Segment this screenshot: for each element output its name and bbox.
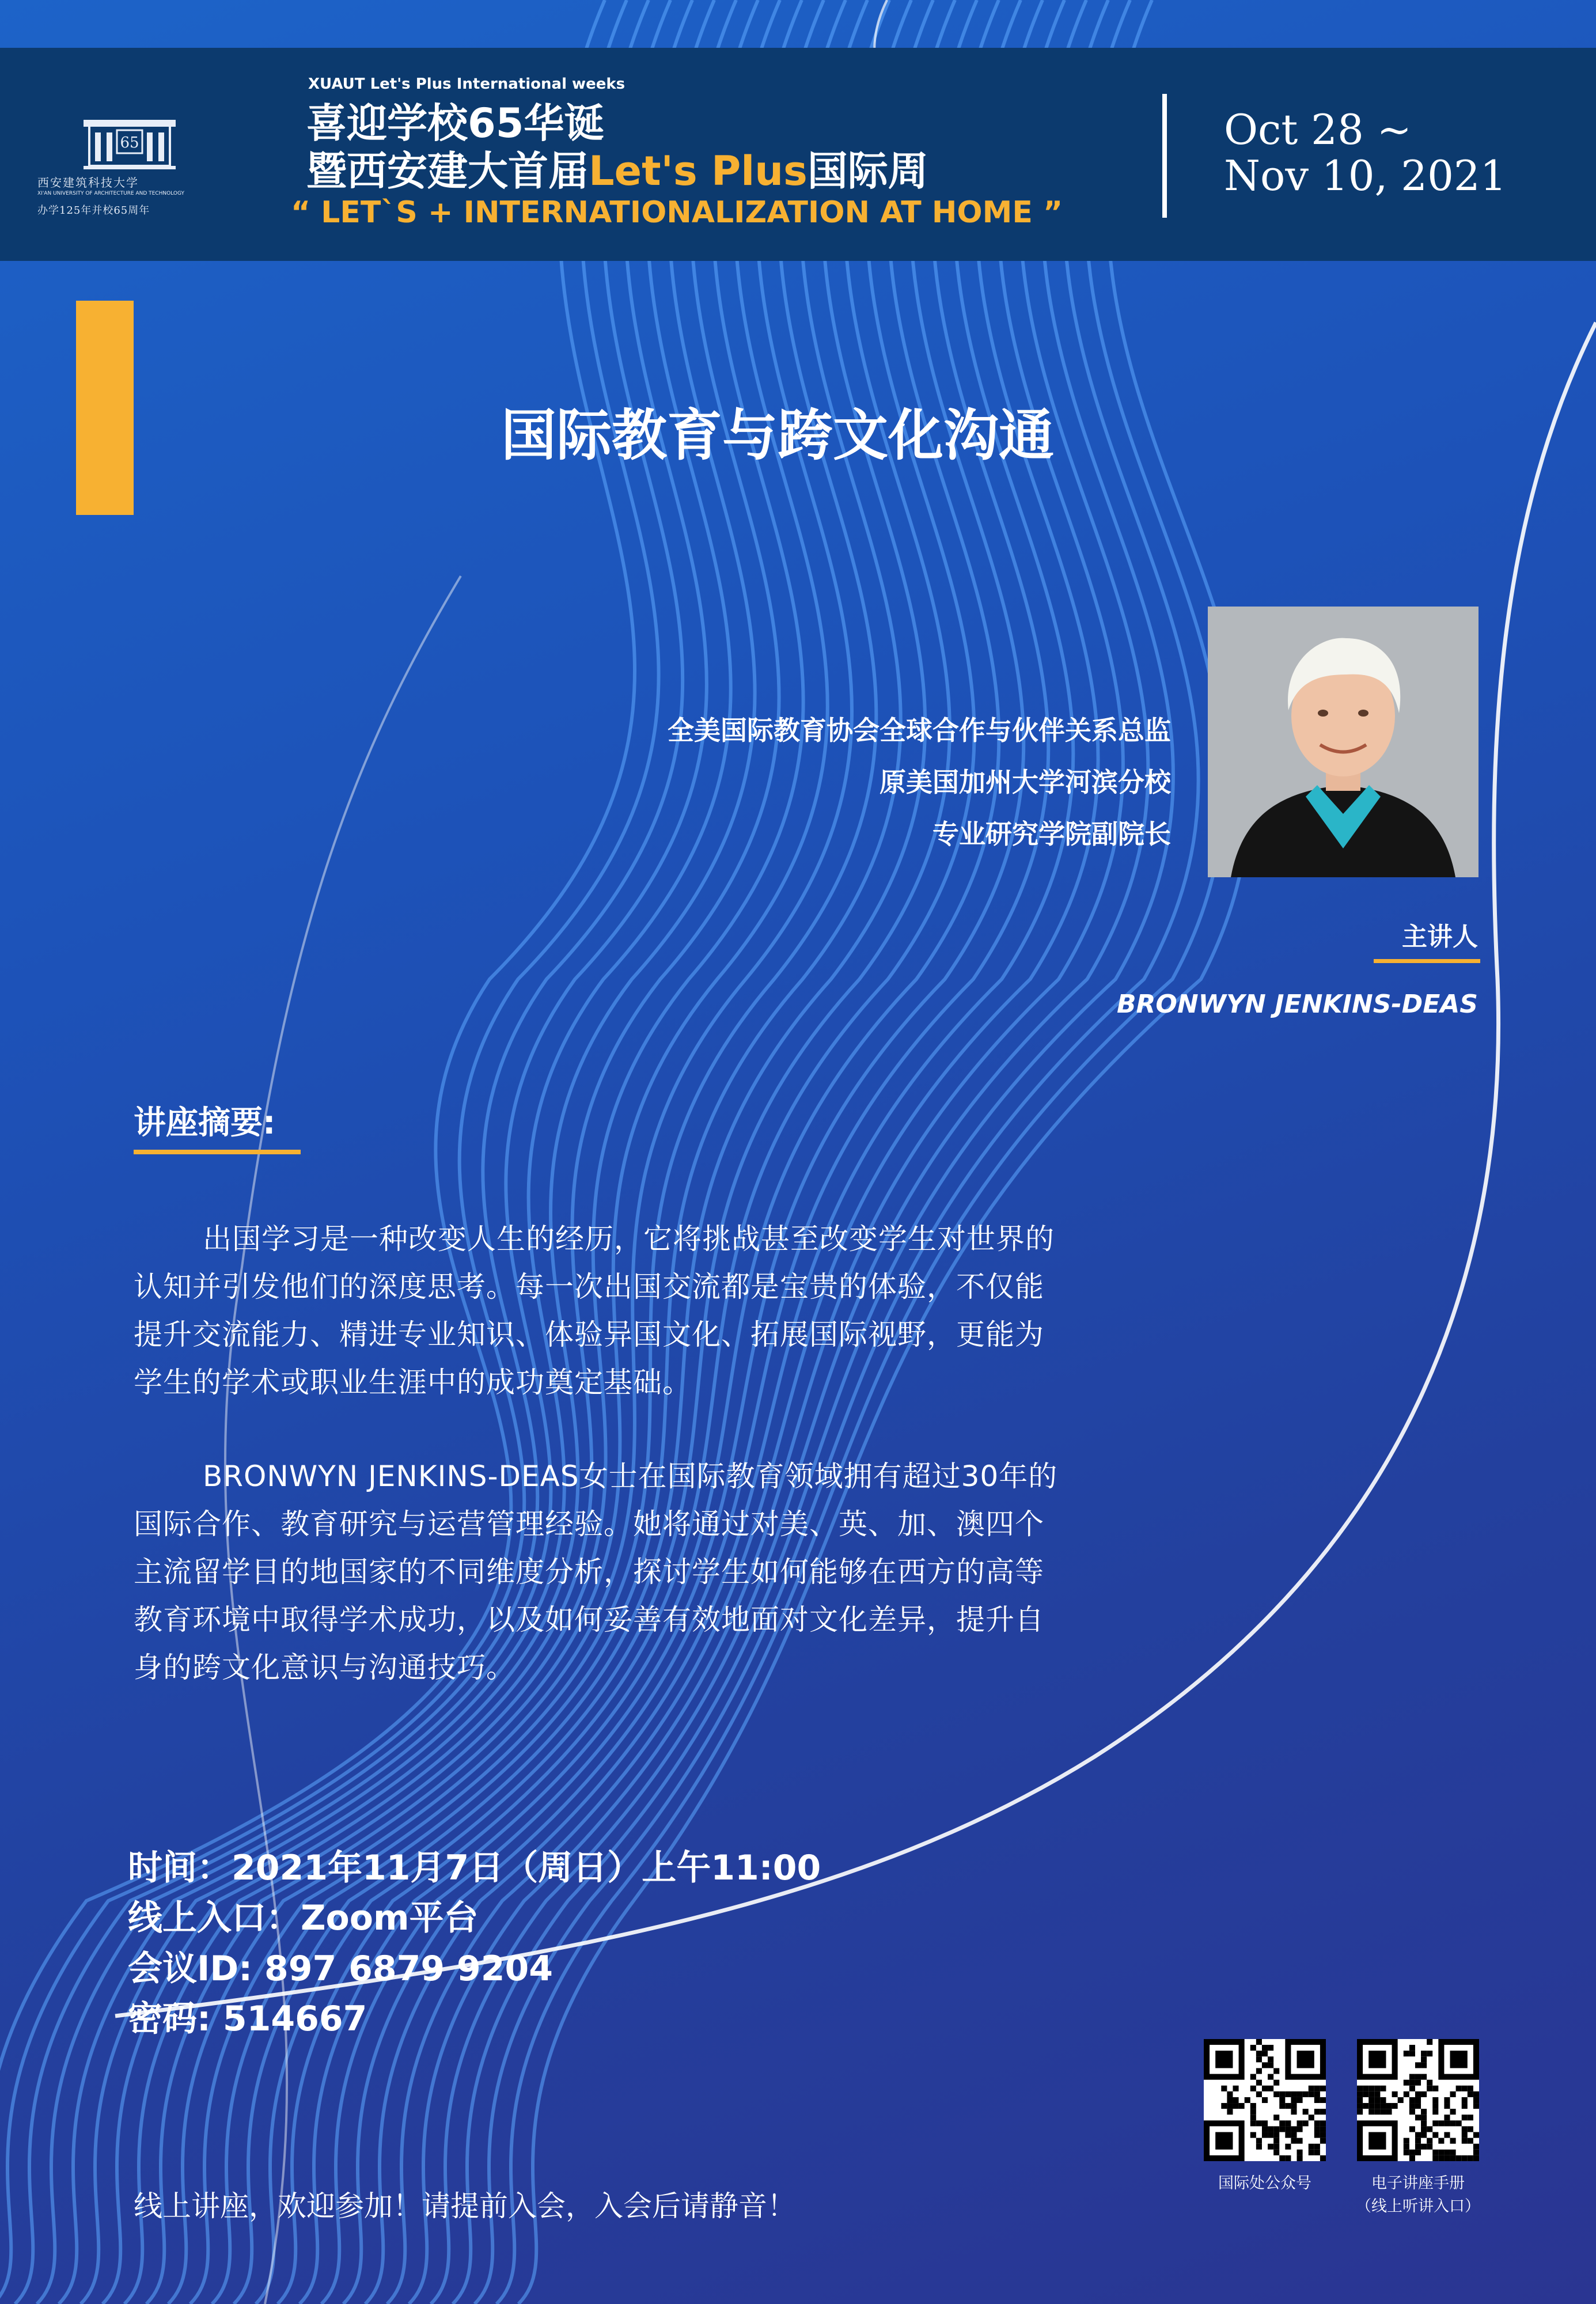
abstract-paragraph-2 [134, 1453, 1159, 1692]
header-date-start: Oct 28 ~ [1224, 105, 1412, 154]
speaker-portrait-icon [1208, 607, 1479, 877]
speaker-role-line2: 原美国加州大学河滨分校 [879, 767, 1171, 798]
abstract-line: BRONWYN JENKINS-DEAS女士在国际教育领域拥有超过30年的 [203, 1460, 1058, 1493]
logo-badge: 65 [120, 134, 139, 151]
header-date-end: Nov 10, 2021 [1224, 151, 1507, 200]
logo-anniversary: 办学125年并校65周年 [37, 204, 150, 217]
event-time: 时间：2021年11月7日（周日）上午11:00 [128, 1848, 821, 1888]
abstract-heading: 讲座摘要: [134, 1104, 276, 1142]
qr-code-wechat[interactable] [1204, 2039, 1326, 2161]
qr-caption-handbook-1: 电子讲座手册 [1371, 2174, 1465, 2192]
abstract-line: 教育环境中取得学术成功，以及如何妥善有效地面对文化差异，提升自 [134, 1603, 1044, 1636]
abstract-line: 身的跨文化意识与沟通技巧。 [134, 1651, 515, 1684]
event-platform: 线上入口：Zoom平台 [128, 1898, 479, 1938]
qr-caption-handbook-2: （线上听讲入口） [1356, 2197, 1480, 2215]
footer-notice: 线上讲座，欢迎参加！请提前入会，入会后请静音！ [134, 2189, 796, 2223]
abstract-line: 主流留学目的地国家的不同维度分析，探讨学生如何能够在西方的高等 [134, 1555, 1044, 1589]
event-password: 密码: 514667 [128, 1999, 367, 2039]
qr-code-handbook[interactable] [1357, 2039, 1479, 2161]
accent-bar [76, 301, 134, 515]
abstract-paragraph-1 [134, 1215, 1159, 1407]
speaker-name: BRONWYN JENKINS-DEAS [1117, 990, 1478, 1019]
qr-code-icon [1357, 2039, 1479, 2161]
qr-code-icon [1204, 2039, 1326, 2161]
abstract-line: 出国学习是一种改变人生的经历，它将挑战甚至改变学生对世界的 [203, 1222, 1055, 1256]
abstract-line: 国际合作、教育研究与运营管理经验。她将通过对美、英、加、澳四个 [134, 1507, 1044, 1541]
header-subtitle-en: XUAUT Let's Plus International weeks [308, 75, 625, 93]
building-logo-icon [84, 108, 176, 172]
event-meeting-id: 会议ID: 897 6879 9204 [128, 1949, 554, 1989]
header-slogan: “ LET`S + INTERNATIONALIZATION AT HOME ” [291, 195, 1063, 230]
header-line2 [306, 139, 928, 197]
speaker-role-line1: 全美国际教育协会全球合作与伙伴关系总监 [668, 715, 1171, 746]
lecture-title: 国际教育与跨文化沟通 [501, 403, 1054, 468]
header-divider [1162, 94, 1167, 218]
speaker-label-underline [1374, 959, 1480, 963]
speaker-role-line3: 专业研究学院副院长 [932, 818, 1171, 850]
abstract-line: 认知并引发他们的深度思考。每一次出国交流都是宝贵的体验，不仅能 [134, 1270, 1044, 1303]
university-logo [32, 105, 228, 221]
qr-caption-wechat: 国际处公众号 [1218, 2174, 1311, 2192]
abstract-underline [134, 1150, 301, 1154]
abstract-line: 提升交流能力、精进专业知识、体验异国文化、拓展国际视野，更能为 [134, 1318, 1044, 1351]
logo-name-en: XI'AN UNIVERSITY OF ARCHITECTURE AND TECHNOLOGY [37, 191, 185, 196]
header-line2-suffix: 国际周 [807, 147, 928, 195]
header-band [0, 48, 1596, 261]
logo-name-cn: 西安建筑科技大学 [37, 176, 139, 190]
header-line1: 喜迎学校65华诞 [306, 100, 605, 147]
speaker-label: 主讲人 [1402, 922, 1478, 952]
speaker-photo [1208, 607, 1479, 877]
header-line2-prefix: 暨西安建大首届 [306, 147, 589, 195]
abstract-line: 学生的学术或职业生涯中的成功奠定基础。 [134, 1366, 692, 1399]
header-line2-accent: Let's Plus [589, 147, 808, 195]
